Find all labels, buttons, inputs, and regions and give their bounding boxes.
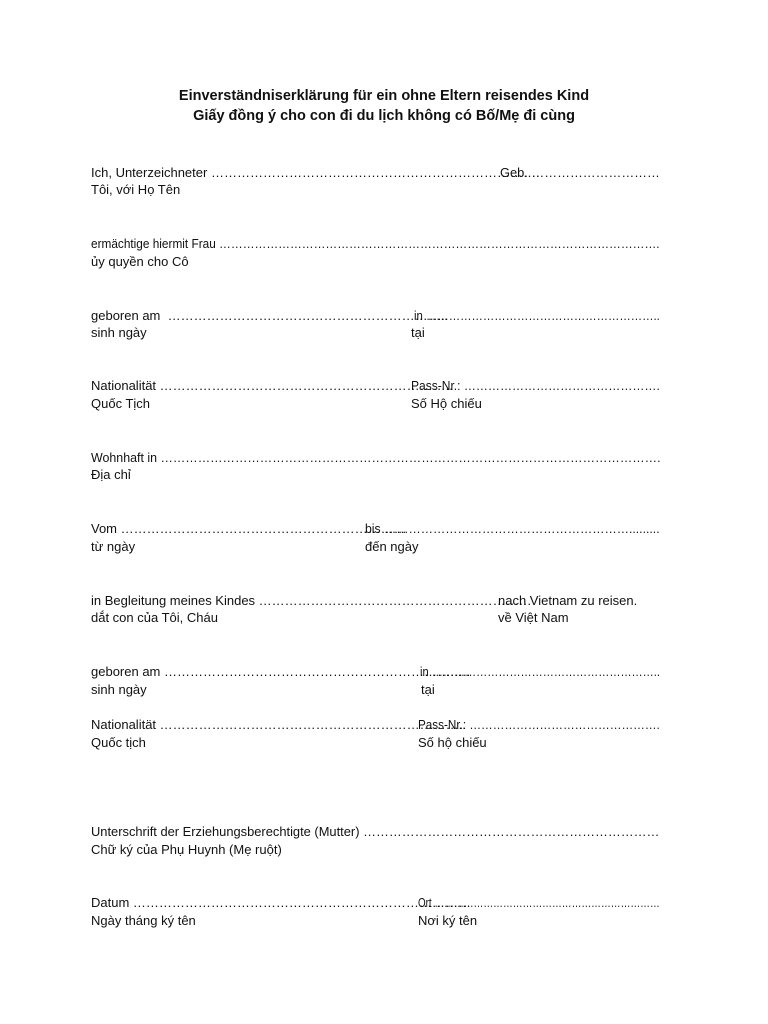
child-name-label-vi: dắt con của Tôi, Cháu bbox=[91, 610, 218, 625]
sign-date-label-de: Datum …………………………………………………………………… bbox=[91, 895, 471, 910]
date-from-label-vi: từ ngày bbox=[91, 539, 136, 554]
child-birthdate-label-vi: sinh ngày bbox=[91, 682, 147, 697]
authorized-passport-label-vi: Số Hộ chiếu bbox=[411, 396, 482, 411]
child-passport-label-vi: Số hộ chiếu bbox=[418, 735, 487, 750]
signature-label-de: Unterschrift der Erziehungsberechtigte (Mutter) …………………………………………………………… bbox=[91, 824, 660, 839]
authorized-birthdate-label-de: geboren am ……………………………………………………….. bbox=[91, 308, 448, 323]
child-nationality-label-vi: Quốc tịch bbox=[91, 735, 146, 750]
destination-label-vi: về Việt Nam bbox=[498, 610, 569, 625]
title-german: Einverständniserklärung für ein ohne Eltern reisendes Kind bbox=[178, 88, 590, 104]
child-birthplace-label-de: in …………………………………………………….. bbox=[420, 664, 660, 679]
sign-place-label-de: Ort …………………………………………………………… bbox=[418, 895, 660, 910]
sign-place-label-vi: Nơi ký tên bbox=[418, 913, 478, 928]
date-to-label-vi: đến ngày bbox=[365, 539, 419, 554]
authorized-passport-label-de: Pass-Nr.: …………………………………………. bbox=[411, 378, 660, 393]
authorized-person-label-de: ermächtige hiermit Frau …………………………………………………………………………………………………. bbox=[91, 236, 660, 251]
child-birthdate-label-de: geboren am …………………………………………………………….. bbox=[91, 664, 471, 679]
child-name-label-de: in Begleitung meines Kindes ……………………………………………………… bbox=[91, 593, 532, 608]
signature-label-vi: Chữ ký của Phụ Huynh (Mẹ ruột) bbox=[91, 842, 282, 857]
authorized-birthdate-label-vi: sinh ngày bbox=[91, 325, 147, 340]
date-to-label-de: bis ……………………………………………………......... bbox=[365, 521, 660, 536]
sign-date-label-vi: Ngày tháng ký tên bbox=[91, 913, 196, 928]
authorized-nationality-label-de: Nationalität ………………………………………………………….. bbox=[91, 378, 453, 393]
birth-label-de: Geb. ………………………… bbox=[500, 165, 660, 180]
authorized-nationality-label-vi: Quốc Tịch bbox=[91, 396, 151, 411]
title-vietnamese: Giấy đồng ý cho con đi du lịch không có Bố/Mẹ đi cùng bbox=[193, 108, 575, 124]
destination-label-de: nach Vietnam zu reisen. bbox=[498, 593, 638, 608]
child-birthplace-label-vi: tại bbox=[421, 682, 435, 697]
authorized-birthplace-label-de: in …………………………………………………….. bbox=[414, 308, 660, 323]
child-nationality-label-de: Nationalität …………………………………………………………….. bbox=[91, 717, 466, 732]
authorized-birthplace-label-vi: tại bbox=[411, 325, 425, 340]
authorized-person-label-vi: ủy quyền cho Cô bbox=[91, 254, 189, 269]
address-label-vi: Địa chỉ bbox=[91, 467, 131, 482]
signatory-name-label-vi: Tôi, với Họ Tên bbox=[91, 182, 181, 197]
signatory-name-label-de: Ich, Unterzeichneter …………………………………………………………………. bbox=[91, 165, 540, 180]
address-label-de: Wohnhaft in …………………………………………………………………………………………………………. bbox=[91, 450, 661, 465]
child-passport-label-de: Pass-Nr.: …………………………………………. bbox=[418, 717, 660, 732]
date-from-label-de: Vom ………………………………………………………… bbox=[91, 521, 407, 536]
